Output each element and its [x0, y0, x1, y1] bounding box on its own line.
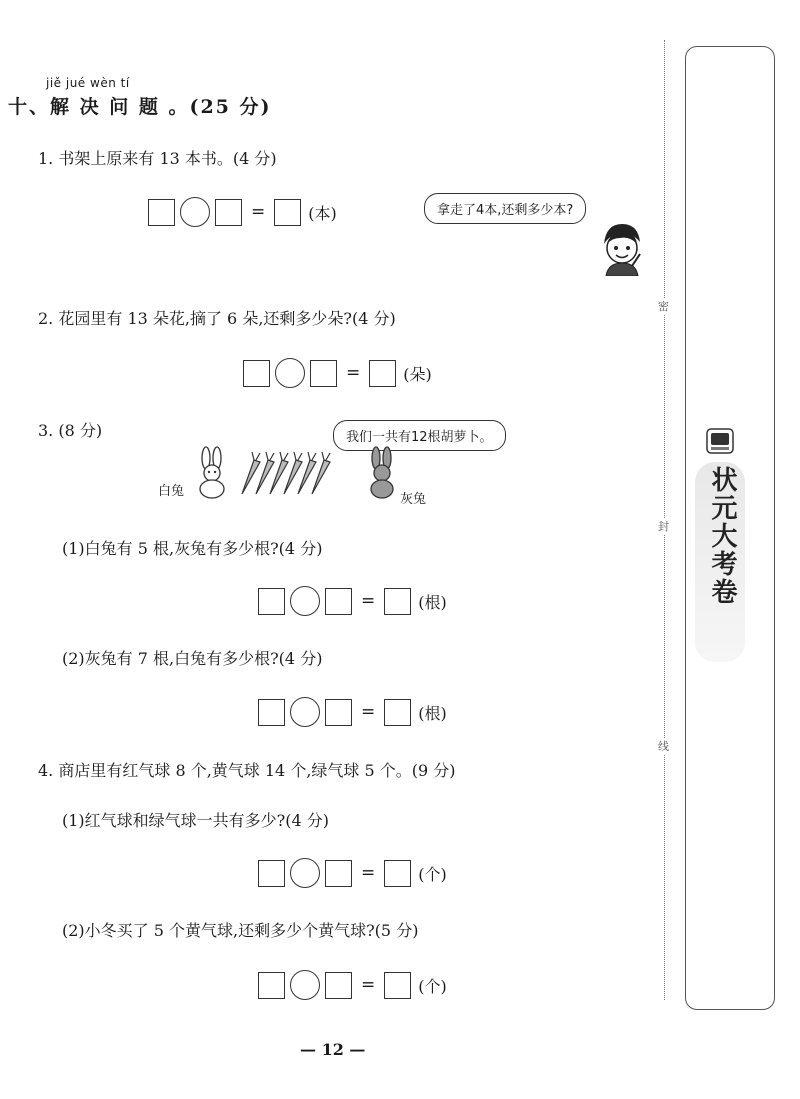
operator-circle[interactable]: [290, 697, 320, 727]
answer-box[interactable]: [258, 588, 285, 615]
equals-sign: =: [251, 202, 266, 222]
answer-box[interactable]: [325, 588, 352, 615]
question-3-1-equation: [258, 586, 447, 616]
question-1-text: 1. 书架上原来有 13 本书。(4 分): [38, 149, 277, 168]
white-rabbit-illustration: [192, 446, 232, 500]
operator-circle[interactable]: [290, 858, 320, 888]
result-box[interactable]: [384, 860, 411, 887]
gray-rabbit-label: 灰兔: [400, 492, 427, 507]
question-3-2-equation: [258, 697, 447, 727]
answer-box[interactable]: [215, 199, 242, 226]
question-4-text: 4. 商店里有红气球 8 个,黄气球 14 个,绿气球 5 个。(9 分): [38, 761, 456, 780]
question-3-2-text: (2)灰兔有 7 根,白兔有多少根?(4 分): [62, 649, 323, 668]
answer-box[interactable]: [325, 860, 352, 887]
result-box[interactable]: [384, 588, 411, 615]
unit-label: (个): [418, 864, 447, 884]
result-box[interactable]: [369, 360, 396, 387]
question-3-1-text: (1)白兔有 5 根,灰兔有多少根?(4 分): [62, 539, 323, 558]
answer-box[interactable]: [310, 360, 337, 387]
equals-sign: =: [346, 363, 361, 383]
page-number: — 12 —: [300, 1040, 366, 1059]
unit-label: (根): [418, 703, 447, 723]
question-2-equation: [243, 358, 432, 388]
question-4-2-text: (2)小冬买了 5 个黄气球,还剩多少个黄气球?(5 分): [62, 921, 419, 940]
operator-circle[interactable]: [290, 970, 320, 1000]
seal-mark-xian: 线: [658, 740, 669, 753]
operator-circle[interactable]: [290, 586, 320, 616]
answer-box[interactable]: [258, 972, 285, 999]
unit-label: (本): [308, 203, 337, 223]
speech-bubble-boy: 拿走了4本,还剩多少本?: [424, 193, 586, 224]
answer-box[interactable]: [325, 972, 352, 999]
question-4-1-equation: [258, 858, 447, 888]
unit-label: (根): [418, 592, 447, 612]
gray-rabbit-illustration: [364, 446, 400, 500]
answer-box[interactable]: [325, 699, 352, 726]
unit-label: (个): [418, 976, 447, 996]
question-4-2-equation: [258, 970, 447, 1000]
equals-sign: =: [361, 863, 376, 883]
answer-box[interactable]: [258, 699, 285, 726]
result-box[interactable]: [384, 972, 411, 999]
seal-mark-mi: 密: [658, 300, 669, 313]
operator-circle[interactable]: [180, 197, 210, 227]
equals-sign: =: [361, 975, 376, 995]
equals-sign: =: [361, 591, 376, 611]
equals-sign: =: [361, 702, 376, 722]
speech-bubble-rabbits: 我们一共有12根胡萝卜。: [333, 420, 506, 451]
result-box[interactable]: [384, 699, 411, 726]
answer-box[interactable]: [148, 199, 175, 226]
section-title: 十、解 决 问 题 。(25 分): [8, 96, 272, 118]
seal-mark-feng: 封: [658, 520, 669, 533]
result-box[interactable]: [274, 199, 301, 226]
question-2-text: 2. 花园里有 13 朵花,摘了 6 朵,还剩多少朵?(4 分): [38, 309, 396, 328]
question-3-text: 3. (8 分): [38, 421, 103, 440]
brand-logo-icon: [706, 428, 734, 454]
boy-illustration: [592, 218, 648, 276]
carrots-illustration: [238, 450, 336, 498]
question-4-1-text: (1)红气球和绿气球一共有多少?(4 分): [62, 811, 329, 830]
operator-circle[interactable]: [275, 358, 305, 388]
unit-label: (朵): [403, 364, 432, 384]
answer-box[interactable]: [258, 860, 285, 887]
answer-box[interactable]: [243, 360, 270, 387]
section-title-pinyin: jiě jué wèn tí: [46, 76, 130, 90]
question-1-equation: [148, 197, 337, 227]
brand-name: 状元大考卷: [707, 466, 737, 606]
white-rabbit-label: 白兔: [158, 484, 185, 499]
